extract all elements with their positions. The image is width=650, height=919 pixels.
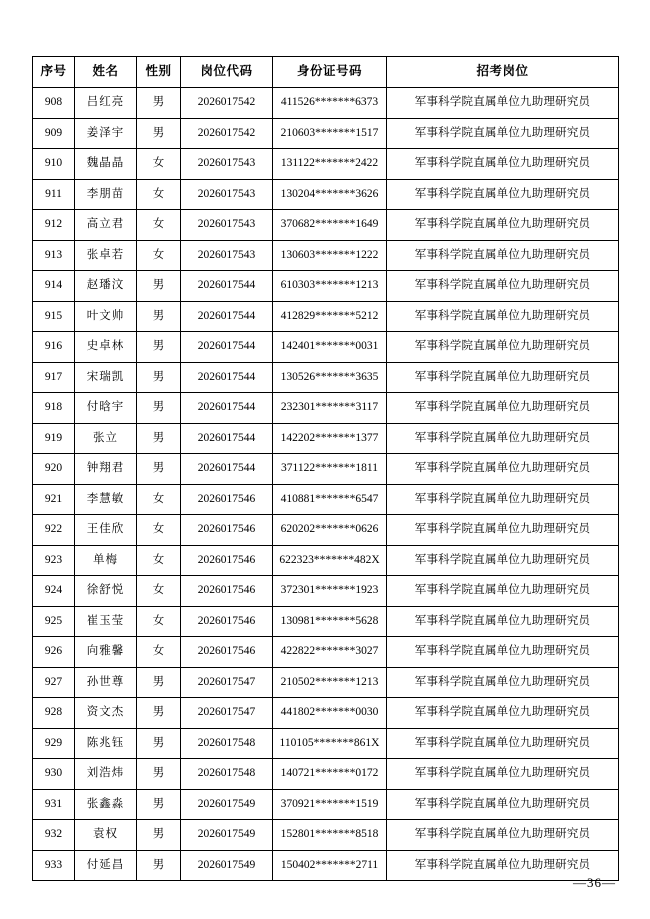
cell-post: 军事科学院直属单位九助理研究员 [387, 789, 619, 820]
cell-seq: 919 [33, 423, 75, 454]
cell-seq: 915 [33, 301, 75, 332]
table-header-row [33, 57, 619, 88]
cell-name: 崔玉莹 [75, 606, 137, 637]
cell-sex: 男 [137, 118, 181, 149]
cell-name: 赵璠汶 [75, 271, 137, 302]
cell-post-code: 2026017544 [181, 362, 273, 393]
cell-id-number: 210502*******1213 [273, 667, 387, 698]
applicant-roster-table [32, 56, 619, 881]
cell-post-code: 2026017542 [181, 88, 273, 119]
cell-seq: 920 [33, 454, 75, 485]
cell-post-code: 2026017544 [181, 454, 273, 485]
cell-post-code: 2026017543 [181, 210, 273, 241]
cell-post: 军事科学院直属单位九助理研究员 [387, 484, 619, 515]
cell-seq: 910 [33, 149, 75, 180]
cell-id-number: 370921*******1519 [273, 789, 387, 820]
cell-sex: 女 [137, 484, 181, 515]
cell-name: 王佳欣 [75, 515, 137, 546]
column-header-post-code: 岗位代码 [181, 57, 273, 88]
cell-id-number: 130526*******3635 [273, 362, 387, 393]
table-row [33, 820, 619, 851]
table-row [33, 179, 619, 210]
cell-name: 钟翔君 [75, 454, 137, 485]
cell-post: 军事科学院直属单位九助理研究员 [387, 667, 619, 698]
table-row [33, 88, 619, 119]
page-number: —36— [573, 875, 616, 890]
cell-post: 军事科学院直属单位九助理研究员 [387, 210, 619, 241]
cell-sex: 女 [137, 240, 181, 271]
cell-post-code: 2026017544 [181, 271, 273, 302]
cell-sex: 男 [137, 301, 181, 332]
cell-name: 姜泽宇 [75, 118, 137, 149]
cell-id-number: 110105*******861X [273, 728, 387, 759]
cell-post: 军事科学院直属单位九助理研究员 [387, 606, 619, 637]
column-header-sex: 性别 [137, 57, 181, 88]
cell-seq: 908 [33, 88, 75, 119]
cell-name: 宋瑞凯 [75, 362, 137, 393]
cell-post: 军事科学院直属单位九助理研究员 [387, 301, 619, 332]
cell-sex: 女 [137, 606, 181, 637]
cell-post: 军事科学院直属单位九助理研究员 [387, 179, 619, 210]
cell-post-code: 2026017548 [181, 728, 273, 759]
cell-id-number: 441802*******0030 [273, 698, 387, 729]
cell-id-number: 130204*******3626 [273, 179, 387, 210]
cell-seq: 922 [33, 515, 75, 546]
cell-name: 徐舒悦 [75, 576, 137, 607]
cell-sex: 男 [137, 332, 181, 363]
cell-post: 军事科学院直属单位九助理研究员 [387, 454, 619, 485]
cell-seq: 914 [33, 271, 75, 302]
cell-post-code: 2026017543 [181, 179, 273, 210]
cell-post: 军事科学院直属单位九助理研究员 [387, 698, 619, 729]
cell-id-number: 210603*******1517 [273, 118, 387, 149]
table-row [33, 545, 619, 576]
cell-post: 军事科学院直属单位九助理研究员 [387, 118, 619, 149]
cell-sex: 男 [137, 850, 181, 881]
cell-post: 军事科学院直属单位九助理研究员 [387, 88, 619, 119]
table-row [33, 606, 619, 637]
table-row [33, 149, 619, 180]
column-header-seq: 序号 [33, 57, 75, 88]
table-body [33, 88, 619, 881]
cell-seq: 925 [33, 606, 75, 637]
table-row [33, 454, 619, 485]
cell-seq: 916 [33, 332, 75, 363]
cell-seq: 927 [33, 667, 75, 698]
cell-post: 军事科学院直属单位九助理研究员 [387, 362, 619, 393]
cell-name: 吕红亮 [75, 88, 137, 119]
table-row [33, 728, 619, 759]
cell-id-number: 232301*******3117 [273, 393, 387, 424]
cell-name: 陈兆钰 [75, 728, 137, 759]
cell-post-code: 2026017546 [181, 484, 273, 515]
cell-name: 向雅馨 [75, 637, 137, 668]
cell-seq: 909 [33, 118, 75, 149]
cell-post: 军事科学院直属单位九助理研究员 [387, 240, 619, 271]
cell-post: 军事科学院直属单位九助理研究员 [387, 393, 619, 424]
cell-post-code: 2026017549 [181, 850, 273, 881]
cell-seq: 917 [33, 362, 75, 393]
cell-seq: 930 [33, 759, 75, 790]
cell-id-number: 142202*******1377 [273, 423, 387, 454]
cell-sex: 男 [137, 789, 181, 820]
table-row [33, 850, 619, 881]
cell-name: 高立君 [75, 210, 137, 241]
cell-seq: 924 [33, 576, 75, 607]
cell-post-code: 2026017547 [181, 698, 273, 729]
cell-id-number: 130981*******5628 [273, 606, 387, 637]
cell-name: 李慧敏 [75, 484, 137, 515]
cell-post-code: 2026017544 [181, 423, 273, 454]
cell-id-number: 370682*******1649 [273, 210, 387, 241]
table-row [33, 271, 619, 302]
table-row [33, 423, 619, 454]
cell-name: 张鑫淼 [75, 789, 137, 820]
cell-seq: 923 [33, 545, 75, 576]
cell-post-code: 2026017549 [181, 789, 273, 820]
column-header-name: 姓名 [75, 57, 137, 88]
cell-id-number: 410881*******6547 [273, 484, 387, 515]
table-row [33, 515, 619, 546]
cell-id-number: 131122*******2422 [273, 149, 387, 180]
cell-id-number: 371122*******1811 [273, 454, 387, 485]
cell-id-number: 130603*******1222 [273, 240, 387, 271]
cell-post-code: 2026017546 [181, 545, 273, 576]
cell-name: 叶文帅 [75, 301, 137, 332]
cell-seq: 912 [33, 210, 75, 241]
cell-name: 刘浩炜 [75, 759, 137, 790]
cell-sex: 男 [137, 667, 181, 698]
cell-sex: 女 [137, 576, 181, 607]
cell-post: 军事科学院直属单位九助理研究员 [387, 820, 619, 851]
cell-post-code: 2026017546 [181, 637, 273, 668]
cell-name: 资文杰 [75, 698, 137, 729]
table-row [33, 210, 619, 241]
cell-sex: 男 [137, 820, 181, 851]
cell-sex: 男 [137, 454, 181, 485]
cell-seq: 918 [33, 393, 75, 424]
table-row [33, 301, 619, 332]
cell-id-number: 150402*******2711 [273, 850, 387, 881]
cell-name: 李朋苗 [75, 179, 137, 210]
cell-sex: 男 [137, 271, 181, 302]
cell-post-code: 2026017542 [181, 118, 273, 149]
cell-id-number: 142401*******0031 [273, 332, 387, 363]
cell-seq: 932 [33, 820, 75, 851]
cell-name: 孙世尊 [75, 667, 137, 698]
cell-sex: 男 [137, 759, 181, 790]
cell-name: 史卓林 [75, 332, 137, 363]
cell-id-number: 152801*******8518 [273, 820, 387, 851]
cell-sex: 女 [137, 545, 181, 576]
cell-name: 张立 [75, 423, 137, 454]
cell-id-number: 622323*******482X [273, 545, 387, 576]
cell-post: 军事科学院直属单位九助理研究员 [387, 149, 619, 180]
cell-name: 魏晶晶 [75, 149, 137, 180]
cell-sex: 男 [137, 88, 181, 119]
table-row [33, 362, 619, 393]
cell-sex: 男 [137, 423, 181, 454]
cell-post-code: 2026017544 [181, 393, 273, 424]
cell-id-number: 422822*******3027 [273, 637, 387, 668]
cell-post-code: 2026017544 [181, 301, 273, 332]
cell-post: 军事科学院直属单位九助理研究员 [387, 423, 619, 454]
cell-post-code: 2026017546 [181, 576, 273, 607]
cell-name: 付延昌 [75, 850, 137, 881]
table-row [33, 759, 619, 790]
cell-post-code: 2026017546 [181, 606, 273, 637]
cell-id-number: 620202*******0626 [273, 515, 387, 546]
cell-post: 军事科学院直属单位九助理研究员 [387, 576, 619, 607]
column-header-post: 招考岗位 [387, 57, 619, 88]
table-row [33, 393, 619, 424]
cell-name: 付晗宇 [75, 393, 137, 424]
table-row [33, 118, 619, 149]
cell-sex: 男 [137, 728, 181, 759]
table-row [33, 484, 619, 515]
cell-sex: 女 [137, 515, 181, 546]
cell-seq: 933 [33, 850, 75, 881]
cell-seq: 921 [33, 484, 75, 515]
table-row [33, 332, 619, 363]
cell-id-number: 610303*******1213 [273, 271, 387, 302]
cell-id-number: 140721*******0172 [273, 759, 387, 790]
cell-seq: 911 [33, 179, 75, 210]
cell-seq: 928 [33, 698, 75, 729]
table-row [33, 789, 619, 820]
cell-post-code: 2026017547 [181, 667, 273, 698]
cell-sex: 女 [137, 637, 181, 668]
cell-sex: 男 [137, 393, 181, 424]
cell-post: 军事科学院直属单位九助理研究员 [387, 637, 619, 668]
cell-name: 张卓若 [75, 240, 137, 271]
table-row [33, 667, 619, 698]
cell-sex: 男 [137, 698, 181, 729]
cell-id-number: 372301*******1923 [273, 576, 387, 607]
cell-post-code: 2026017543 [181, 240, 273, 271]
column-header-id-number: 身份证号码 [273, 57, 387, 88]
cell-seq: 929 [33, 728, 75, 759]
cell-seq: 931 [33, 789, 75, 820]
table-row [33, 576, 619, 607]
cell-post-code: 2026017549 [181, 820, 273, 851]
cell-sex: 女 [137, 210, 181, 241]
cell-post: 军事科学院直属单位九助理研究员 [387, 271, 619, 302]
cell-post-code: 2026017548 [181, 759, 273, 790]
cell-post-code: 2026017544 [181, 332, 273, 363]
cell-post-code: 2026017543 [181, 149, 273, 180]
cell-sex: 女 [137, 149, 181, 180]
cell-post: 军事科学院直属单位九助理研究员 [387, 728, 619, 759]
cell-seq: 913 [33, 240, 75, 271]
cell-sex: 男 [137, 362, 181, 393]
cell-post: 军事科学院直属单位九助理研究员 [387, 759, 619, 790]
cell-post-code: 2026017546 [181, 515, 273, 546]
cell-sex: 女 [137, 179, 181, 210]
cell-id-number: 412829*******5212 [273, 301, 387, 332]
cell-post: 军事科学院直属单位九助理研究员 [387, 515, 619, 546]
table-row [33, 637, 619, 668]
cell-post: 军事科学院直属单位九助理研究员 [387, 850, 619, 881]
cell-id-number: 411526*******6373 [273, 88, 387, 119]
cell-post: 军事科学院直属单位九助理研究员 [387, 332, 619, 363]
cell-name: 袁权 [75, 820, 137, 851]
cell-seq: 926 [33, 637, 75, 668]
cell-post: 军事科学院直属单位九助理研究员 [387, 545, 619, 576]
table-row [33, 698, 619, 729]
cell-name: 单梅 [75, 545, 137, 576]
table-row [33, 240, 619, 271]
